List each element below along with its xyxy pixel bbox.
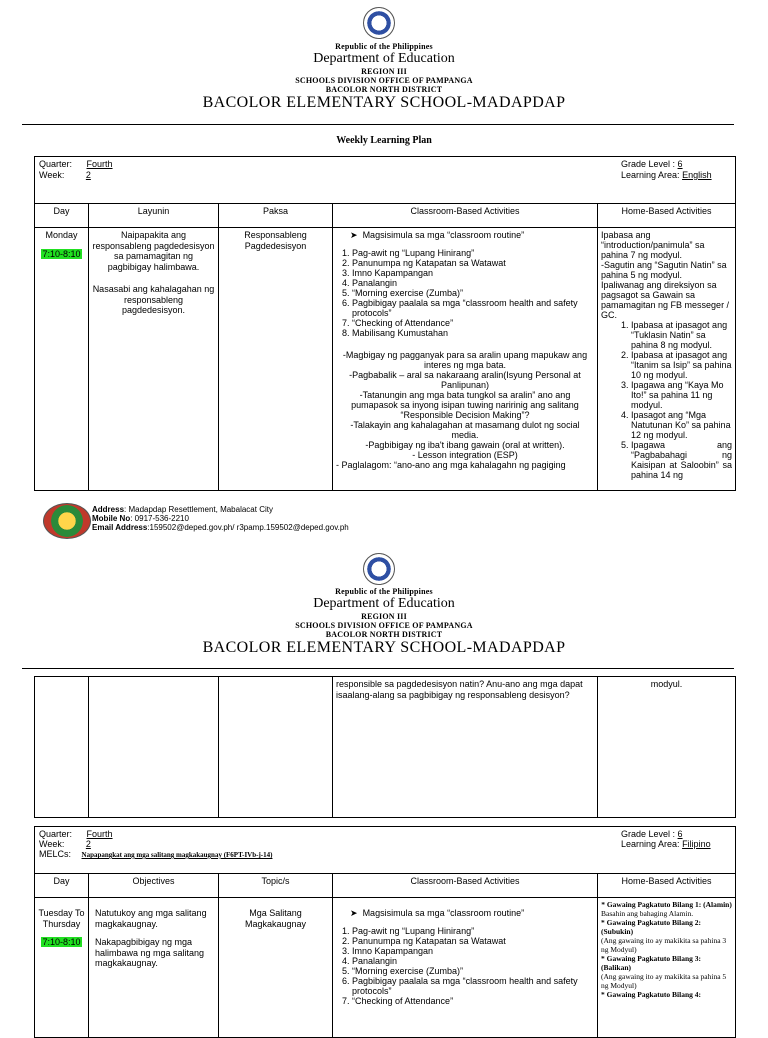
day-cell <box>35 228 89 491</box>
home-3-head: * Gawaing Pagkatuto Bilang 3: (Balikan) <box>601 954 702 972</box>
home-continuation: modyul. <box>650 679 683 689</box>
objective-2: Nasasabi ang kahalagahan ng responsableng pagdedesisyon. <box>92 284 215 315</box>
objectives-cell <box>89 228 219 491</box>
objective-2: Nakapagbibigay ng mga halimbawa ng mga salitang magkakaugnay. <box>95 937 205 968</box>
classroom-cell <box>333 228 598 491</box>
list-item: 5. “Morning exercise (Zumba)” <box>352 288 594 298</box>
address-value: : Madapdap Resettlement, Mabalacat City <box>124 505 273 514</box>
region-text: REGION III <box>361 67 407 76</box>
header-divider <box>22 668 734 669</box>
col-objectives: Objectives <box>89 874 219 898</box>
school-name: BACOLOR ELEMENTARY SCHOOL-MADAPDAP <box>202 639 566 656</box>
list-item: 4. Panalangin <box>352 956 594 966</box>
col-classroom: Classroom-Based Activities <box>333 874 598 898</box>
activity-5: -Pagbibigay ng iba't ibang gawain (oral at written). <box>365 440 565 450</box>
col-topic: Topic/s <box>219 874 333 898</box>
home-cell <box>598 677 736 818</box>
info-row <box>35 157 736 204</box>
list-item: 4. Ipasagot ang “Mga Natutunan Ko” sa pahina 12 ng modyul. <box>631 410 732 440</box>
plan-title: Weekly Learning Plan <box>336 135 432 146</box>
list-item: 4. Panalangin <box>352 278 594 288</box>
col-objectives: Layunin <box>89 204 219 228</box>
activity-7: - Paglalagom: “ano-ano ang mga kahalagahn ng pagiging <box>336 460 566 470</box>
list-item: 1. Ipabasa at ipasagot ang “Tuklasin Natin” sa pahina 8 ng modyul. <box>631 320 732 350</box>
routine-text: Magsisimula sa mga “classroom routine” <box>362 230 525 240</box>
list-item: 1. Pag-awit ng “Lupang Hinirang” <box>352 926 594 936</box>
grade-label: Grade Level : <box>621 829 676 839</box>
topic-cell <box>219 228 333 491</box>
list-item: 3. Ipagawa ang “Kaya Mo Ito!” sa pahina 11 ng modyul. <box>631 380 732 410</box>
area-label: Learning Area: <box>621 169 680 180</box>
melcs-label: MELCs: <box>39 849 72 859</box>
home-2-body: (Ang gawaing ito ay makikita sa pahina 3 ng Modyul) <box>601 936 727 954</box>
col-day: Day <box>35 874 89 898</box>
activity-2: -Pagbabalik – aral sa nakaraang aralin(Isyung Personal at Panlipunan) <box>349 370 581 390</box>
department-title: Department of Education <box>313 51 455 66</box>
time-badge: 7:10-8:10 <box>42 937 81 947</box>
day-text: Tuesday To Thursday <box>38 908 85 929</box>
division-text: SCHOOLS DIVISION OFFICE OF PAMPANGA <box>295 621 473 630</box>
home-4-head: * Gawaing Pagkatuto Bilang 4: <box>601 990 702 999</box>
col-topic: Paksa <box>219 204 333 228</box>
routine-text: Magsisimula sa mga “classroom routine” <box>362 908 525 918</box>
area-value: English <box>682 169 712 180</box>
weekly-plan-table-filipino <box>34 826 736 1038</box>
week-value: 2 <box>85 839 91 849</box>
district-text: BACOLOR NORTH DISTRICT <box>325 85 443 94</box>
routine-list <box>336 248 594 338</box>
list-item: 3. Imno Kapampangan <box>352 268 594 278</box>
republic-text: Republic of the Philippines <box>335 587 433 596</box>
quarter-label: Quarter: <box>39 159 73 169</box>
activity-3: -Tatanungin ang mga bata tungkol sa aralin” ano ang pumapasok sa inyong isipan tuwing naririnig ang salitang “Responsible Decision Making”? <box>351 390 579 420</box>
classroom-cell <box>333 898 598 1038</box>
mobile-label: Mobile No <box>92 514 131 523</box>
arrow-bullet-icon: ➤ <box>350 230 358 240</box>
objective-1: Natutukoy ang mga salitang magkakaugnay. <box>95 908 207 929</box>
list-item: 3. Imno Kapampangan <box>352 946 594 956</box>
col-home: Home-Based Activities <box>598 874 736 898</box>
list-item: 6. Pagbibigay paalala sa mga “classroom health and safety protocols” <box>352 976 594 996</box>
quarter-value: Fourth <box>86 159 113 169</box>
objectives-cell <box>89 677 219 818</box>
day-cell <box>35 898 89 1038</box>
weekly-plan-table-continuation <box>34 676 736 818</box>
school-name: BACOLOR ELEMENTARY SCHOOL-MADAPDAP <box>202 94 566 111</box>
address-label: Address <box>92 505 125 514</box>
list-item: 6. Pagbibigay paalala sa mga “classroom health and safety protocols” <box>352 298 594 318</box>
list-item: 5. Ipagawa ang “Pagbabahagi ng Kaisipan at Saloobin” sa pahina 14 ng <box>631 440 732 480</box>
activity-4: -Talakayin ang kahalagahan at masamang dulot ng social media. <box>350 420 580 440</box>
list-item: 7. “Checking of Attendance” <box>352 996 594 1006</box>
melcs-value: Napapangkat ang mga salitang magkakaugnay (F6PT-IVb-j-14) <box>81 851 273 859</box>
mobile-value: : 0917-536-2210 <box>130 514 189 523</box>
topic-text: Mga Salitang Magkakaugnay <box>244 908 307 929</box>
col-classroom: Classroom-Based Activities <box>333 204 598 228</box>
header-divider <box>22 124 734 125</box>
home-3-body: (Ang gawaing ito ay makikita sa pahina 5 ng Modyul) <box>601 972 727 990</box>
grade-label: Grade Level : <box>621 159 676 169</box>
email-label: Email Address <box>92 523 148 532</box>
home-2: -Sagutin ang “Sagutin Natin” sa pahina 5 ng modyul. <box>601 260 727 280</box>
division-text: SCHOOLS DIVISION OFFICE OF PAMPANGA <box>295 76 473 85</box>
activity-1: -Magbigay ng pagganyak para sa aralin upang mapukaw ang interes ng mga bata. <box>342 350 588 370</box>
region-text: REGION III <box>361 612 407 621</box>
home-1-head: * Gawaing Pagkatuto Bilang 1: (Alamin) <box>601 900 732 909</box>
list-item: 8. Mabilisang Kumustahan <box>352 328 594 338</box>
day-text: Monday <box>45 230 78 240</box>
quarter-value: Fourth <box>86 829 113 839</box>
day-cell <box>35 677 89 818</box>
week-label: Week: <box>39 169 65 180</box>
quarter-label: Quarter: <box>39 829 73 839</box>
week-label: Week: <box>39 839 65 849</box>
objectives-cell <box>89 898 219 1038</box>
time-badge: 7:10-8:10 <box>42 248 81 259</box>
list-item: 2. Panunumpa ng Katapatan sa Watawat <box>352 936 594 946</box>
list-item: 7. “Checking of Attendance” <box>352 318 594 328</box>
list-item: 5. “Morning exercise (Zumba)” <box>352 966 594 976</box>
topic-text: Responsableng Pagdedesisyon <box>244 230 307 251</box>
deped-seal-icon <box>363 553 395 585</box>
grade-value: 6 <box>677 159 683 169</box>
weekly-plan-table-english <box>34 156 736 491</box>
list-item: 2. Ipabasa at ipasagot ang “Itanim sa Isip” sa pahina 10 ng modyul. <box>631 350 732 380</box>
topic-cell <box>219 898 333 1038</box>
home-1-body: Basahin ang bahaging Alamin. <box>601 909 694 918</box>
deped-seal-icon <box>363 7 395 39</box>
classroom-continuation: responsible sa pagdedesisyon natin? Anu-ano ang mga dapat isaalang-alang sa pagbibigay ng responsableng desisyon? <box>336 679 583 700</box>
grade-value: 6 <box>677 829 683 839</box>
routine-list <box>336 926 594 1006</box>
home-3: Ipaliwanag ang direksiyon sa pagsagot sa Gawain sa pamamagitan ng FB messeger / GC. <box>601 280 730 320</box>
week-value: 2 <box>85 169 91 180</box>
area-label: Learning Area: <box>621 839 680 849</box>
home-list <box>601 320 732 480</box>
arrow-bullet-icon: ➤ <box>350 908 358 918</box>
area-value: Filipino <box>682 839 711 849</box>
school-logo-icon <box>43 503 91 539</box>
footer-contact <box>92 505 349 532</box>
district-text: BACOLOR NORTH DISTRICT <box>325 630 443 639</box>
department-title: Department of Education <box>313 596 455 611</box>
col-home: Home-Based Activities <box>598 204 736 228</box>
info-row <box>35 827 736 874</box>
topic-cell <box>219 677 333 818</box>
home-cell <box>598 228 736 491</box>
activity-6: - Lesson integration (ESP) <box>412 450 518 460</box>
email-value: :159502@deped.gov.ph/ r3pamp.159502@deped.gov.ph <box>147 523 349 532</box>
republic-text: Republic of the Philippines <box>335 42 433 51</box>
objective-1: Naipapakita ang responsableng pagdedesisyon sa pamamagitan ng pagbibigay halimbawa. <box>92 230 215 272</box>
list-item: 1. Pag-awit ng “Lupang Hinirang” <box>352 248 594 258</box>
list-item: 2. Panunumpa ng Katapatan sa Watawat <box>352 258 594 268</box>
home-2-head: * Gawaing Pagkatuto Bilang 2: (Subukin) <box>601 918 702 936</box>
classroom-cell <box>333 677 598 818</box>
home-intro: Ipabasa ang “introduction/panimula” sa pahina 7 ng modyul. <box>601 230 705 260</box>
home-cell <box>598 898 736 1038</box>
col-day: Day <box>35 204 89 228</box>
